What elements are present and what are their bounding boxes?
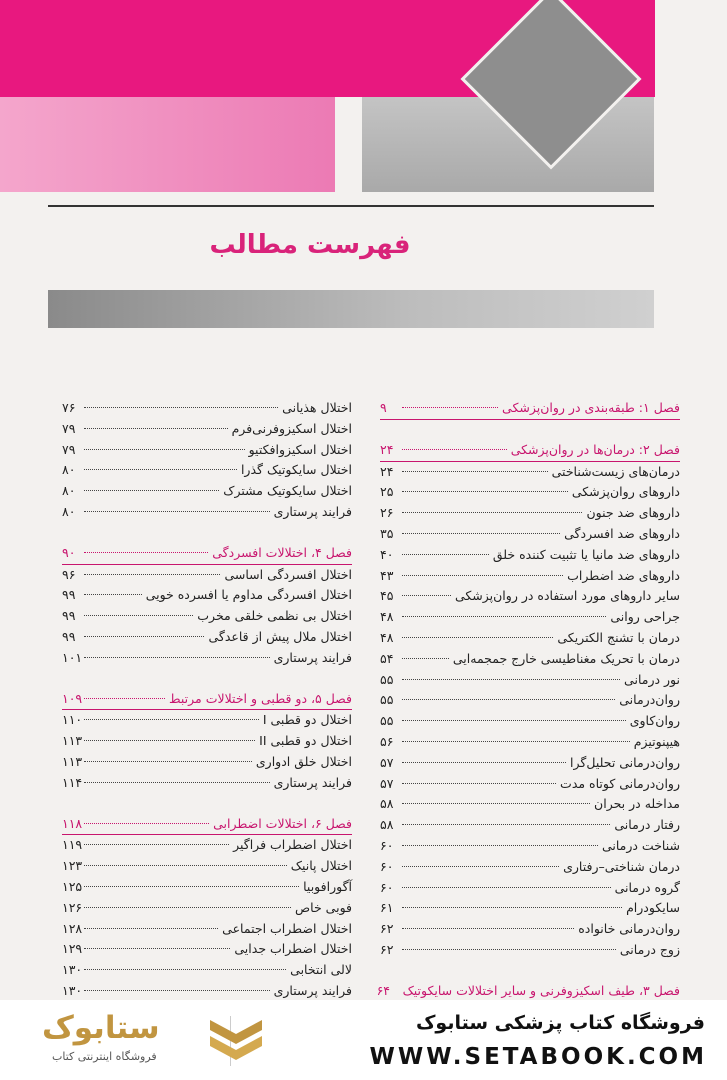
toc-leader-dots <box>84 823 209 824</box>
toc-page-number: ۶۲ <box>380 921 394 937</box>
toc-page-number: ۱۱۰ <box>62 712 83 728</box>
toc-entry-title: فصل ۶، اختلالات اضطرابی <box>213 815 352 831</box>
toc-page-number: ۱۲۶ <box>62 899 83 915</box>
toc-leader-dots <box>84 594 142 595</box>
toc-page-number: ۲۴ <box>380 441 394 457</box>
toc-entry[interactable] <box>380 753 680 774</box>
toc-page-number: ۷۹ <box>62 441 76 457</box>
toc-chapter-entry[interactable] <box>380 398 680 420</box>
toc-leader-dots <box>84 719 259 720</box>
toc-page-number: ۶۴ <box>376 982 390 998</box>
toc-entry-title: فرایند پرستاری <box>273 503 352 519</box>
toc-entry[interactable] <box>62 648 352 669</box>
toc-entry-title: فصل ۲: درمان‌ها در روان‌پزشکی <box>510 441 680 457</box>
toc-entry[interactable] <box>62 835 352 856</box>
toc-entry-title: درمان‌های زیست‌شناختی <box>551 463 680 479</box>
toc-page-number: ۵۸ <box>380 817 394 833</box>
toc-page-number: ۲۴ <box>380 463 394 479</box>
toc-leader-dots <box>84 907 291 908</box>
toc-entry-title: مداخله در بحران <box>594 796 680 812</box>
toc-leader-dots <box>84 782 269 783</box>
toc-entry[interactable] <box>62 419 352 440</box>
toc-page-number: ۶۱ <box>380 900 394 916</box>
toc-entry-title: شناخت درمانی <box>601 837 680 853</box>
toc-entry[interactable] <box>62 710 352 731</box>
toc-spacer <box>380 420 680 440</box>
toc-entry-title: فرایند پرستاری <box>273 982 352 998</box>
toc-entry[interactable] <box>380 649 680 670</box>
toc-leader-dots <box>402 658 449 659</box>
toc-entry-title: اختلال ملال پیش از قاعدگی <box>208 628 352 644</box>
toc-leader-dots <box>402 824 610 825</box>
toc-leader-dots <box>402 679 620 680</box>
toc-entry-title: روان‌درمانی کوتاه مدت <box>560 775 680 791</box>
toc-leader-dots <box>402 512 582 513</box>
toc-page-number: ۱۱۴ <box>62 774 83 790</box>
toc-leader-dots <box>84 469 237 470</box>
toc-spacer <box>62 669 352 689</box>
toc-entry[interactable] <box>380 815 680 836</box>
toc-entry[interactable] <box>380 774 680 795</box>
store-footer <box>0 1000 727 1080</box>
toc-page-number: ۴۳ <box>380 567 394 583</box>
toc-page-number: ۱۱۳ <box>62 753 83 769</box>
toc-leader-dots <box>84 428 228 429</box>
toc-entry[interactable] <box>380 836 680 857</box>
logo-wordmark: ستابوک <box>42 1010 160 1046</box>
toc-entry-title: اختلال دو قطبی II <box>259 733 352 749</box>
toc-page-number: ۵۵ <box>380 671 394 687</box>
toc-leader-dots <box>402 720 626 721</box>
toc-entry[interactable] <box>380 545 680 566</box>
toc-entry[interactable] <box>62 398 352 419</box>
toc-entry-title: داروهای ضد اضطراب <box>567 567 680 583</box>
toc-leader-dots <box>84 615 193 616</box>
toc-page-number: ۱۰۱ <box>62 649 83 665</box>
toc-chapter-entry[interactable] <box>380 440 680 462</box>
toc-page-number: ۶۲ <box>380 941 394 957</box>
toc-page-number: ۸۰ <box>62 503 76 519</box>
toc-leader-dots <box>402 949 616 950</box>
toc-page-number: ۵۶ <box>380 733 394 749</box>
toc-entry-title: اختلال اضطراب اجتماعی <box>222 920 352 936</box>
toc-page-number: ۴۰ <box>380 546 394 562</box>
toc-leader-dots <box>402 928 574 929</box>
toc-entry-title: فوبی خاص <box>295 899 352 915</box>
toc-page-number: ۸۰ <box>62 462 76 478</box>
toc-entry-title: داروهای ضد افسردگی <box>564 525 680 541</box>
toc-entry-title: سایر داروهای مورد استفاده در روان‌پزشکی <box>454 588 680 604</box>
toc-entry-title: رفتار درمانی <box>614 817 680 833</box>
toc-entry-title: جراحی روانی <box>610 609 680 625</box>
toc-entry[interactable] <box>380 503 680 524</box>
toc-page-number: ۵۵ <box>380 713 394 729</box>
toc-page-number: ۷۹ <box>62 420 76 436</box>
toc-page-number: ۱۲۵ <box>62 878 83 894</box>
toc-page-number: ۴۸ <box>380 609 394 625</box>
book-chevron-icon <box>206 1014 266 1066</box>
toc-leader-dots <box>84 948 230 949</box>
toc-leader-dots <box>402 887 611 888</box>
toc-page-number: ۱۲۹ <box>62 941 83 957</box>
toc-entry-title: اختلال اسکیزوافکتیو <box>248 441 352 457</box>
toc-entry-title: روان‌درمانی تحلیل‌گرا <box>570 754 680 770</box>
toc-entry[interactable] <box>380 586 680 607</box>
toc-chapter-entry[interactable] <box>62 814 352 836</box>
toc-spacer <box>62 794 352 814</box>
toc-entry[interactable] <box>380 462 680 483</box>
page-title: فهرست مطالب <box>209 230 411 260</box>
toc-leader-dots <box>402 762 566 763</box>
toc-entry[interactable] <box>62 856 352 877</box>
toc-page-number: ۱۳۰ <box>62 962 83 978</box>
toc-left-column <box>62 398 352 1000</box>
toc-page-number: ۳۵ <box>380 525 394 541</box>
toc-spacer <box>380 961 680 981</box>
toc-page-number: ۵۷ <box>380 775 394 791</box>
logo-subtitle: فروشگاه اینترنتی کتاب <box>52 1050 157 1063</box>
toc-entry-title: روان‌کاوی <box>629 713 680 729</box>
toc-page-number: ۹۹ <box>62 608 76 624</box>
toc-entry-title: اختلال خلق ادواری <box>255 753 352 769</box>
toc-leader-dots <box>402 783 556 784</box>
toc-page-number: ۴۵ <box>380 588 394 604</box>
toc-entry-title: درمان شناختی–رفتاری <box>563 858 680 874</box>
toc-entry-title: اختلال هذیانی <box>282 400 352 415</box>
toc-entry[interactable] <box>380 482 680 503</box>
toc-leader-dots <box>84 740 255 741</box>
toc-entry-title: اختلال پانیک <box>290 858 352 874</box>
toc-page-number: ۸۰ <box>62 483 76 499</box>
toc-entry[interactable] <box>62 585 352 606</box>
store-logo[interactable] <box>34 1010 289 1072</box>
toc-entry[interactable] <box>62 877 352 898</box>
toc-entry-title: زوج درمانی <box>619 941 680 957</box>
toc-entry-title: لالی انتخابی <box>290 962 352 978</box>
toc-entry-title: اختلال افسردگی اساسی <box>224 566 352 582</box>
toc-leader-dots <box>84 761 252 762</box>
toc-entry-title: اختلال اضطراب جدایی <box>234 941 352 957</box>
toc-entry-title: اختلال دو قطبی I <box>262 712 352 728</box>
toc-entry[interactable] <box>62 752 352 773</box>
toc-chapter-entry[interactable] <box>376 981 680 1000</box>
toc-entry-title: داروهای ضد جنون <box>586 505 680 521</box>
toc-entry-title: آگورافوبیا <box>303 878 352 894</box>
toc-entry[interactable] <box>62 606 352 627</box>
toc-entry-title: روان‌درمانی <box>619 692 680 708</box>
toc-entry[interactable] <box>62 460 352 481</box>
toc-page-number: ۶۰ <box>380 858 394 874</box>
toc-entry[interactable] <box>62 565 352 586</box>
toc-entry-title: داروهای روان‌پزشکی <box>571 484 680 500</box>
toc-entry-title: گروه درمانی <box>614 879 680 895</box>
toc-entry-title: فصل ۵، دو قطبی و اختلالات مرتبط <box>169 690 352 706</box>
toc-entry[interactable] <box>380 711 680 732</box>
header-pink-light-block <box>0 97 335 192</box>
toc-entry-title: اختلال اسکیزوفرنی‌فرم <box>231 420 352 436</box>
toc-leader-dots <box>402 699 615 700</box>
toc-entry[interactable] <box>380 690 680 711</box>
toc-leader-dots <box>84 844 229 845</box>
toc-leader-dots <box>84 407 278 408</box>
toc-entry[interactable] <box>380 919 680 940</box>
toc-leader-dots <box>402 595 451 596</box>
toc-page-number: ۵۷ <box>380 754 394 770</box>
toc-entry-title: سایکودرام <box>626 900 680 916</box>
toc-page-number: ۹۶ <box>62 566 76 582</box>
toc-leader-dots <box>84 511 270 512</box>
toc-page-number: ۵۵ <box>380 692 394 708</box>
toc-entry[interactable] <box>62 898 352 919</box>
toc-entry-title: درمان با تشنج الکتریکی <box>557 629 680 645</box>
toc-leader-dots <box>84 886 299 887</box>
toc-leader-dots <box>402 741 630 742</box>
toc-leader-dots <box>84 990 269 991</box>
toc-entry[interactable] <box>62 939 352 960</box>
toc-leader-dots <box>402 907 622 908</box>
toc-leader-dots <box>402 616 606 617</box>
toc-entry-title: اختلال بی نظمی خلقی مخرب <box>197 608 352 624</box>
toc-entry[interactable] <box>62 919 352 940</box>
toc-entry-title: اختلال اضطراب فراگیر <box>233 837 352 853</box>
toc-spacer <box>62 523 352 543</box>
toc-entry-title: اختلال افسردگی مداوم یا افسرده خویی <box>145 587 352 603</box>
title-gray-bar <box>48 290 654 328</box>
toc-leader-dots <box>402 866 559 867</box>
toc-page-number: ۵۸ <box>380 796 394 812</box>
toc-page-number: ۷۶ <box>62 400 76 415</box>
toc-entry-title: نور درمانی <box>624 671 680 687</box>
toc-entry-title: اختلال سایکوتیک گذرا <box>240 462 352 478</box>
toc-page-number: ۹۹ <box>62 628 76 644</box>
toc-entry-title: فرایند پرستاری <box>273 649 352 665</box>
toc-leader-dots <box>402 554 489 555</box>
toc-entry[interactable] <box>380 670 680 691</box>
toc-entry[interactable] <box>380 794 680 815</box>
toc-entry-title: داروهای ضد مانیا یا تثبیت کننده خلق <box>492 546 680 562</box>
toc-entry-title: روان‌درمانی خانواده <box>578 921 680 937</box>
store-name: فروشگاه کتاب پزشکی ستابوک <box>415 1012 705 1034</box>
toc-entry[interactable] <box>62 731 352 752</box>
toc-entry[interactable] <box>380 940 680 961</box>
toc-page-number: ۵۴ <box>380 650 394 666</box>
toc-entry-title: فرایند پرستاری <box>273 774 352 790</box>
toc-leader-dots <box>402 491 568 492</box>
toc-leader-dots <box>402 575 563 576</box>
toc-leader-dots <box>402 637 553 638</box>
toc-entry-title: فصل ۴، اختلالات افسردگی <box>212 544 352 560</box>
toc-page-number: ۴۸ <box>380 629 394 645</box>
toc-leader-dots <box>84 865 287 866</box>
toc-page-number: ۹۰ <box>62 544 76 560</box>
toc-leader-dots <box>84 698 165 699</box>
toc-entry-title: هیپنوتیزم <box>633 733 680 749</box>
toc-entry-title: اختلال سایکوتیک مشترک <box>223 483 352 499</box>
toc-page-number: ۱۱۹ <box>62 837 83 853</box>
toc-entry-title: فصل ۳، طیف اسکیزوفرنی و سایر اختلالات سایکوتیک <box>402 982 680 998</box>
toc-page-number: ۱۰۹ <box>62 690 83 706</box>
toc-leader-dots <box>84 928 218 929</box>
toc-page-number: ۱۱۸ <box>62 815 83 831</box>
toc-chapter-entry[interactable] <box>62 543 352 565</box>
toc-leader-dots <box>84 490 219 491</box>
toc-chapter-entry[interactable] <box>62 689 352 711</box>
toc-page-number: ۲۵ <box>380 484 394 500</box>
toc-leader-dots <box>84 969 286 970</box>
toc-page-number: ۱۳۰ <box>62 982 83 998</box>
toc-page-number: ۲۶ <box>380 505 394 521</box>
toc-entry[interactable] <box>380 898 680 919</box>
toc-entry[interactable] <box>380 566 680 587</box>
toc-leader-dots <box>84 552 208 553</box>
toc-entry[interactable] <box>62 502 352 523</box>
toc-page-number: ۶۰ <box>380 879 394 895</box>
toc-entry[interactable] <box>62 627 352 648</box>
toc-leader-dots <box>402 533 560 534</box>
toc-entry[interactable] <box>62 440 352 461</box>
toc-entry-title: فصل ۱: طبقه‌بندی در روان‌پزشکی <box>502 400 680 415</box>
toc-page-number: ۶۰ <box>380 837 394 853</box>
toc-page-number: ۹۹ <box>62 587 76 603</box>
toc-entry[interactable] <box>380 628 680 649</box>
toc-leader-dots <box>402 449 507 450</box>
toc-entry[interactable] <box>380 607 680 628</box>
toc-leader-dots <box>402 471 548 472</box>
toc-leader-dots <box>84 574 220 575</box>
toc-page-number: ۱۲۸ <box>62 920 83 936</box>
toc-entry[interactable] <box>62 481 352 502</box>
toc-page-number: ۱۲۳ <box>62 858 83 874</box>
store-url-link[interactable]: WWW.SETABOOK.COM <box>369 1044 707 1070</box>
toc-entry[interactable] <box>380 732 680 753</box>
toc-page-number: ۹ <box>380 400 387 415</box>
toc-entry[interactable] <box>62 981 352 1000</box>
toc-page-number: ۱۱۳ <box>62 733 83 749</box>
toc-right-column <box>376 398 680 1000</box>
toc-entry[interactable] <box>62 960 352 981</box>
toc-leader-dots <box>402 407 498 408</box>
toc-entry[interactable] <box>380 878 680 899</box>
toc-leader-dots <box>402 845 598 846</box>
toc-leader-dots <box>402 803 590 804</box>
title-rule <box>48 205 654 207</box>
toc-entry[interactable] <box>380 857 680 878</box>
toc-entry-title: درمان با تحریک مغناطیسی خارج جمجمه‌ایی <box>452 650 680 666</box>
toc-entry[interactable] <box>380 524 680 545</box>
toc-leader-dots <box>84 449 245 450</box>
toc-leader-dots <box>84 636 204 637</box>
toc-entry[interactable] <box>62 773 352 794</box>
toc-leader-dots <box>84 657 269 658</box>
